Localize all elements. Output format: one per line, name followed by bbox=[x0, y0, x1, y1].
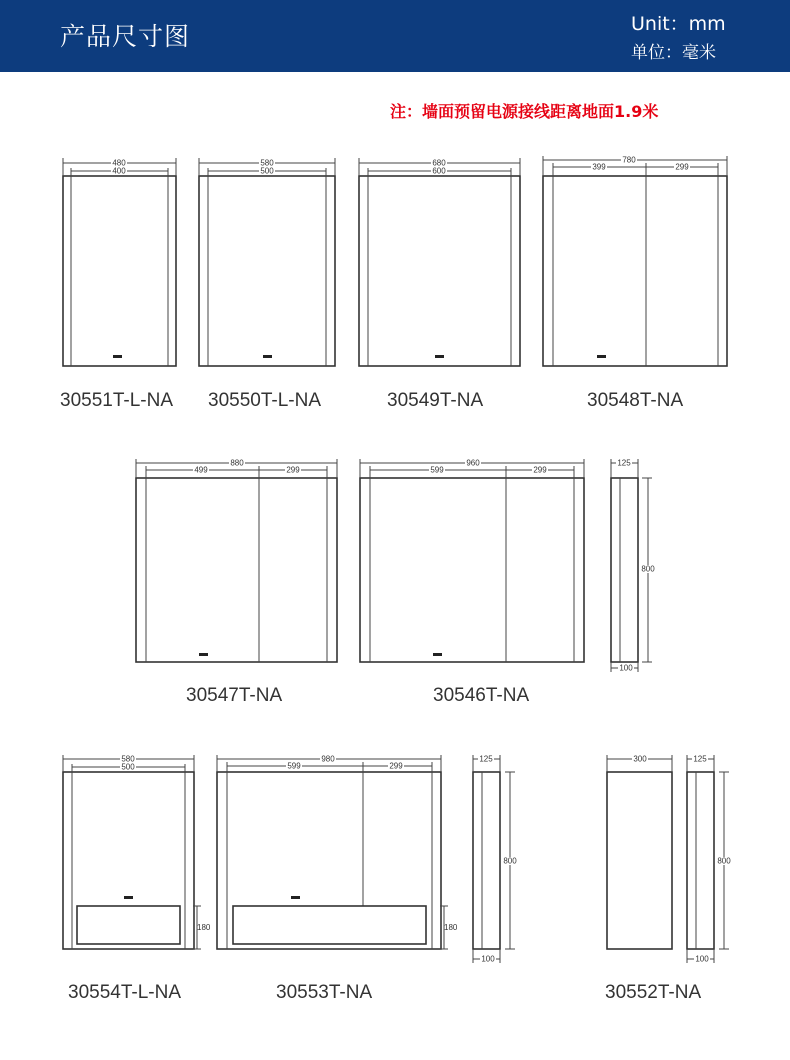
side-view-row3-left bbox=[473, 755, 518, 964]
dim-inner-width: 500 bbox=[121, 762, 135, 772]
switch-icon bbox=[597, 355, 606, 358]
drawing-30550t-l-na bbox=[199, 158, 335, 366]
model-label-30550t-l-na: 30550T-L-NA bbox=[208, 390, 322, 411]
dim-width: 580 bbox=[260, 158, 274, 168]
model-label-30548t-na: 30548T-NA bbox=[587, 390, 684, 411]
switch-icon bbox=[435, 355, 444, 358]
side-view-row2 bbox=[611, 459, 656, 673]
dim-left-door: 399 bbox=[592, 162, 606, 172]
unit-label-en: Unit：mm bbox=[631, 13, 726, 35]
drawing-30548t-na bbox=[543, 156, 727, 367]
dim-width: 780 bbox=[622, 155, 636, 165]
model-label-30554t-l-na: 30554T-L-NA bbox=[68, 982, 182, 1003]
drawing-30552t-na bbox=[607, 755, 672, 950]
side-view-row3-right bbox=[687, 755, 732, 964]
model-label-30547t-na: 30547T-NA bbox=[186, 685, 283, 706]
drawing-30551t-l-na bbox=[63, 158, 176, 366]
model-label-30549t-na: 30549T-NA bbox=[387, 390, 484, 411]
dim-depth: 125 bbox=[617, 458, 631, 468]
model-label-30553t-na: 30553T-NA bbox=[276, 982, 373, 1003]
page-title: 产品尺寸图 bbox=[60, 22, 191, 51]
drawing-30553t-na bbox=[217, 755, 458, 950]
dim-left-door: 599 bbox=[430, 465, 444, 475]
dim-right-door: 299 bbox=[286, 465, 300, 475]
dim-right-door: 299 bbox=[675, 162, 689, 172]
dim-inner-width: 600 bbox=[432, 166, 446, 176]
dim-depth: 125 bbox=[479, 754, 493, 764]
dim-depth: 125 bbox=[693, 754, 707, 764]
switch-icon bbox=[124, 896, 133, 899]
drawing-30547t-na bbox=[136, 459, 337, 663]
dim-width: 300 bbox=[633, 754, 647, 764]
dim-width: 960 bbox=[466, 458, 480, 468]
dim-height: 800 bbox=[717, 856, 731, 866]
model-label-30551t-l-na: 30551T-L-NA bbox=[60, 390, 174, 411]
dim-left-door: 599 bbox=[287, 761, 301, 771]
dim-width: 480 bbox=[112, 158, 126, 168]
dim-bottom-depth: 100 bbox=[695, 954, 709, 964]
dim-right-door: 299 bbox=[533, 465, 547, 475]
dim-width: 880 bbox=[230, 458, 244, 468]
dim-width: 980 bbox=[321, 754, 335, 764]
dim-width: 680 bbox=[432, 158, 446, 168]
installation-note: 注：墙面预留电源接线距离地面1.9米 bbox=[390, 102, 659, 121]
dim-bottom-depth: 100 bbox=[481, 954, 495, 964]
dim-height: 800 bbox=[641, 564, 655, 574]
dim-width: 580 bbox=[121, 754, 135, 764]
dim-height: 800 bbox=[503, 856, 517, 866]
switch-icon bbox=[433, 653, 442, 656]
dim-right-door: 299 bbox=[389, 761, 403, 771]
dim-shelf-height: 180 bbox=[197, 923, 211, 932]
model-label-30552t-na: 30552T-NA bbox=[605, 982, 702, 1003]
switch-icon bbox=[113, 355, 122, 358]
dim-left-door: 499 bbox=[194, 465, 208, 475]
drawing-30549t-na bbox=[359, 158, 520, 366]
drawing-30546t-na bbox=[360, 459, 584, 663]
drawing-30554t-l-na bbox=[63, 755, 211, 950]
unit-label-zh: 单位：毫米 bbox=[631, 43, 716, 63]
model-label-30546t-na: 30546T-NA bbox=[433, 685, 530, 706]
dim-inner-width: 500 bbox=[260, 166, 274, 176]
dim-inner-width: 400 bbox=[112, 166, 126, 176]
switch-icon bbox=[291, 896, 300, 899]
switch-icon bbox=[199, 653, 208, 656]
dim-bottom-depth: 100 bbox=[619, 663, 633, 673]
switch-icon bbox=[263, 355, 272, 358]
dim-shelf-height: 180 bbox=[444, 923, 458, 932]
